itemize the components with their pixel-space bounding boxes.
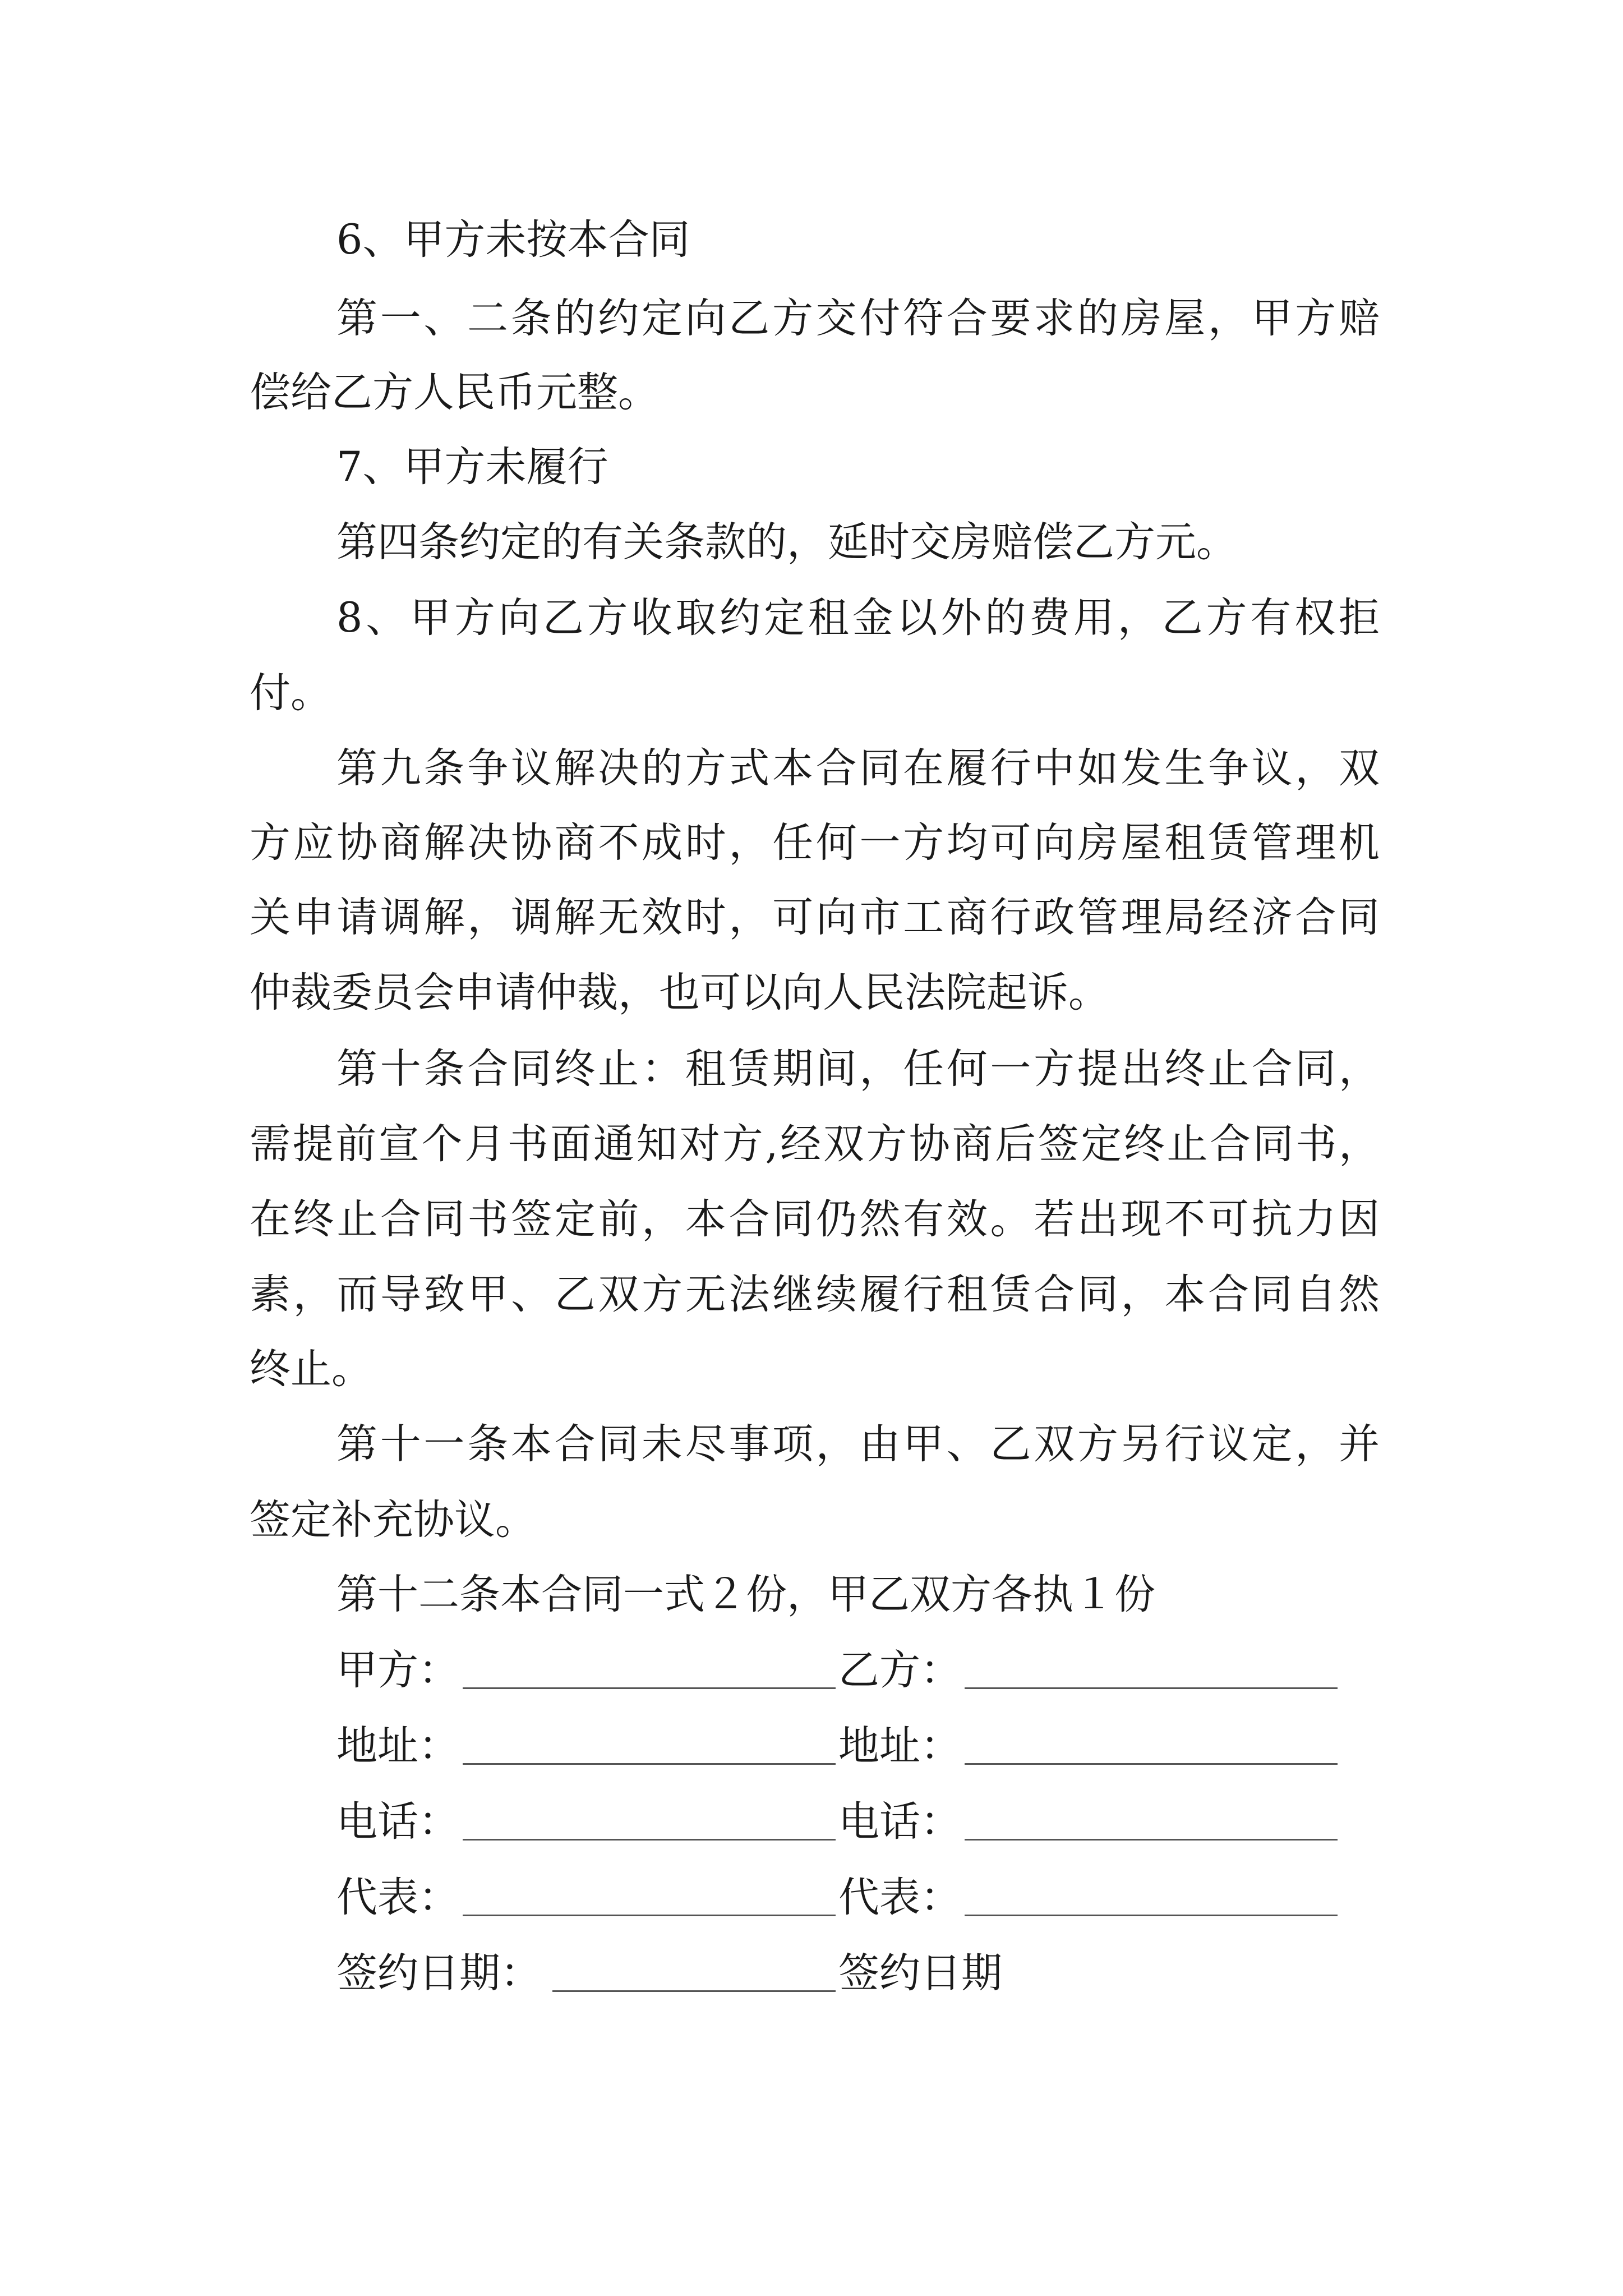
phone-a-label: 电话：	[336, 1798, 459, 1846]
article-10-line-5: 终止。	[250, 1345, 372, 1393]
clause-8-line-2: 付。	[250, 669, 331, 717]
article-10-line-4: 素，而导致甲、乙双方无法继续履行租赁合同，本合同自然	[250, 1271, 1380, 1318]
clause-6-line-1: 6、甲方未按本合同	[336, 216, 690, 264]
date-a-label: 签约日期：	[336, 1949, 541, 1997]
party-b-label: 乙方：	[838, 1646, 961, 1694]
party-a-label: 甲方：	[336, 1646, 459, 1694]
article-11-line-1: 第十一条本合同未尽事项，由甲、乙双方另行议定，并	[336, 1420, 1380, 1468]
clause-8-line-1: 8、甲方向乙方收取约定租金以外的费用，乙方有权拒	[336, 594, 1380, 642]
phone-b-field[interactable]	[965, 1839, 1338, 1841]
article-12-line-1: 第十二条本合同一式２份，甲乙双方各执１份	[336, 1571, 1155, 1618]
address-a-label: 地址：	[336, 1722, 459, 1770]
article-9-line-2: 方应协商解决协商不成时，任何一方均可向房屋租赁管理机	[250, 819, 1380, 867]
rep-a-field[interactable]	[463, 1915, 836, 1916]
rep-b-label: 代表：	[838, 1874, 961, 1921]
date-b-label: 签约日期	[838, 1949, 1002, 1997]
rep-a-label: 代表：	[336, 1874, 459, 1921]
clause-7-line-1: 7、甲方未履行	[336, 443, 608, 491]
clause-6-text-line-1: 第一、二条的约定向乙方交付符合要求的房屋，甲方赔	[336, 295, 1380, 342]
article-9-line-3: 关申请调解，调解无效时，可向市工商行政管理局经济合同	[250, 894, 1380, 941]
phone-b-label: 电话：	[838, 1798, 961, 1846]
article-9-line-1: 第九条争议解决的方式本合同在履行中如发生争议，双	[336, 744, 1380, 792]
article-9-line-4: 仲裁委员会申请仲裁，也可以向人民法院起诉。	[250, 969, 1109, 1016]
clause-7-text-line-1: 第四条约定的有关条款的，延时交房赔偿乙方元。	[336, 518, 1237, 566]
party-a-field[interactable]	[463, 1687, 836, 1689]
article-10-line-2: 需提前宣个月书面通知对方,经双方协商后签定终止合同书，	[250, 1120, 1380, 1168]
article-10-line-1: 第十条合同终止：租赁期间，任何一方提出终止合同，	[336, 1045, 1380, 1093]
address-b-label: 地址：	[838, 1722, 961, 1770]
phone-a-field[interactable]	[463, 1839, 836, 1841]
party-b-field[interactable]	[965, 1687, 1338, 1689]
address-a-field[interactable]	[463, 1763, 836, 1765]
clause-6-text-line-2: 偿给乙方人民币元整。	[250, 369, 659, 416]
address-b-field[interactable]	[965, 1763, 1338, 1765]
date-a-field[interactable]	[552, 1990, 836, 1992]
article-11-line-2: 签定补充协议。	[250, 1496, 536, 1544]
rep-b-field[interactable]	[965, 1915, 1338, 1916]
article-10-line-3: 在终止合同书签定前，本合同仍然有效。若出现不可抗力因	[250, 1195, 1380, 1243]
